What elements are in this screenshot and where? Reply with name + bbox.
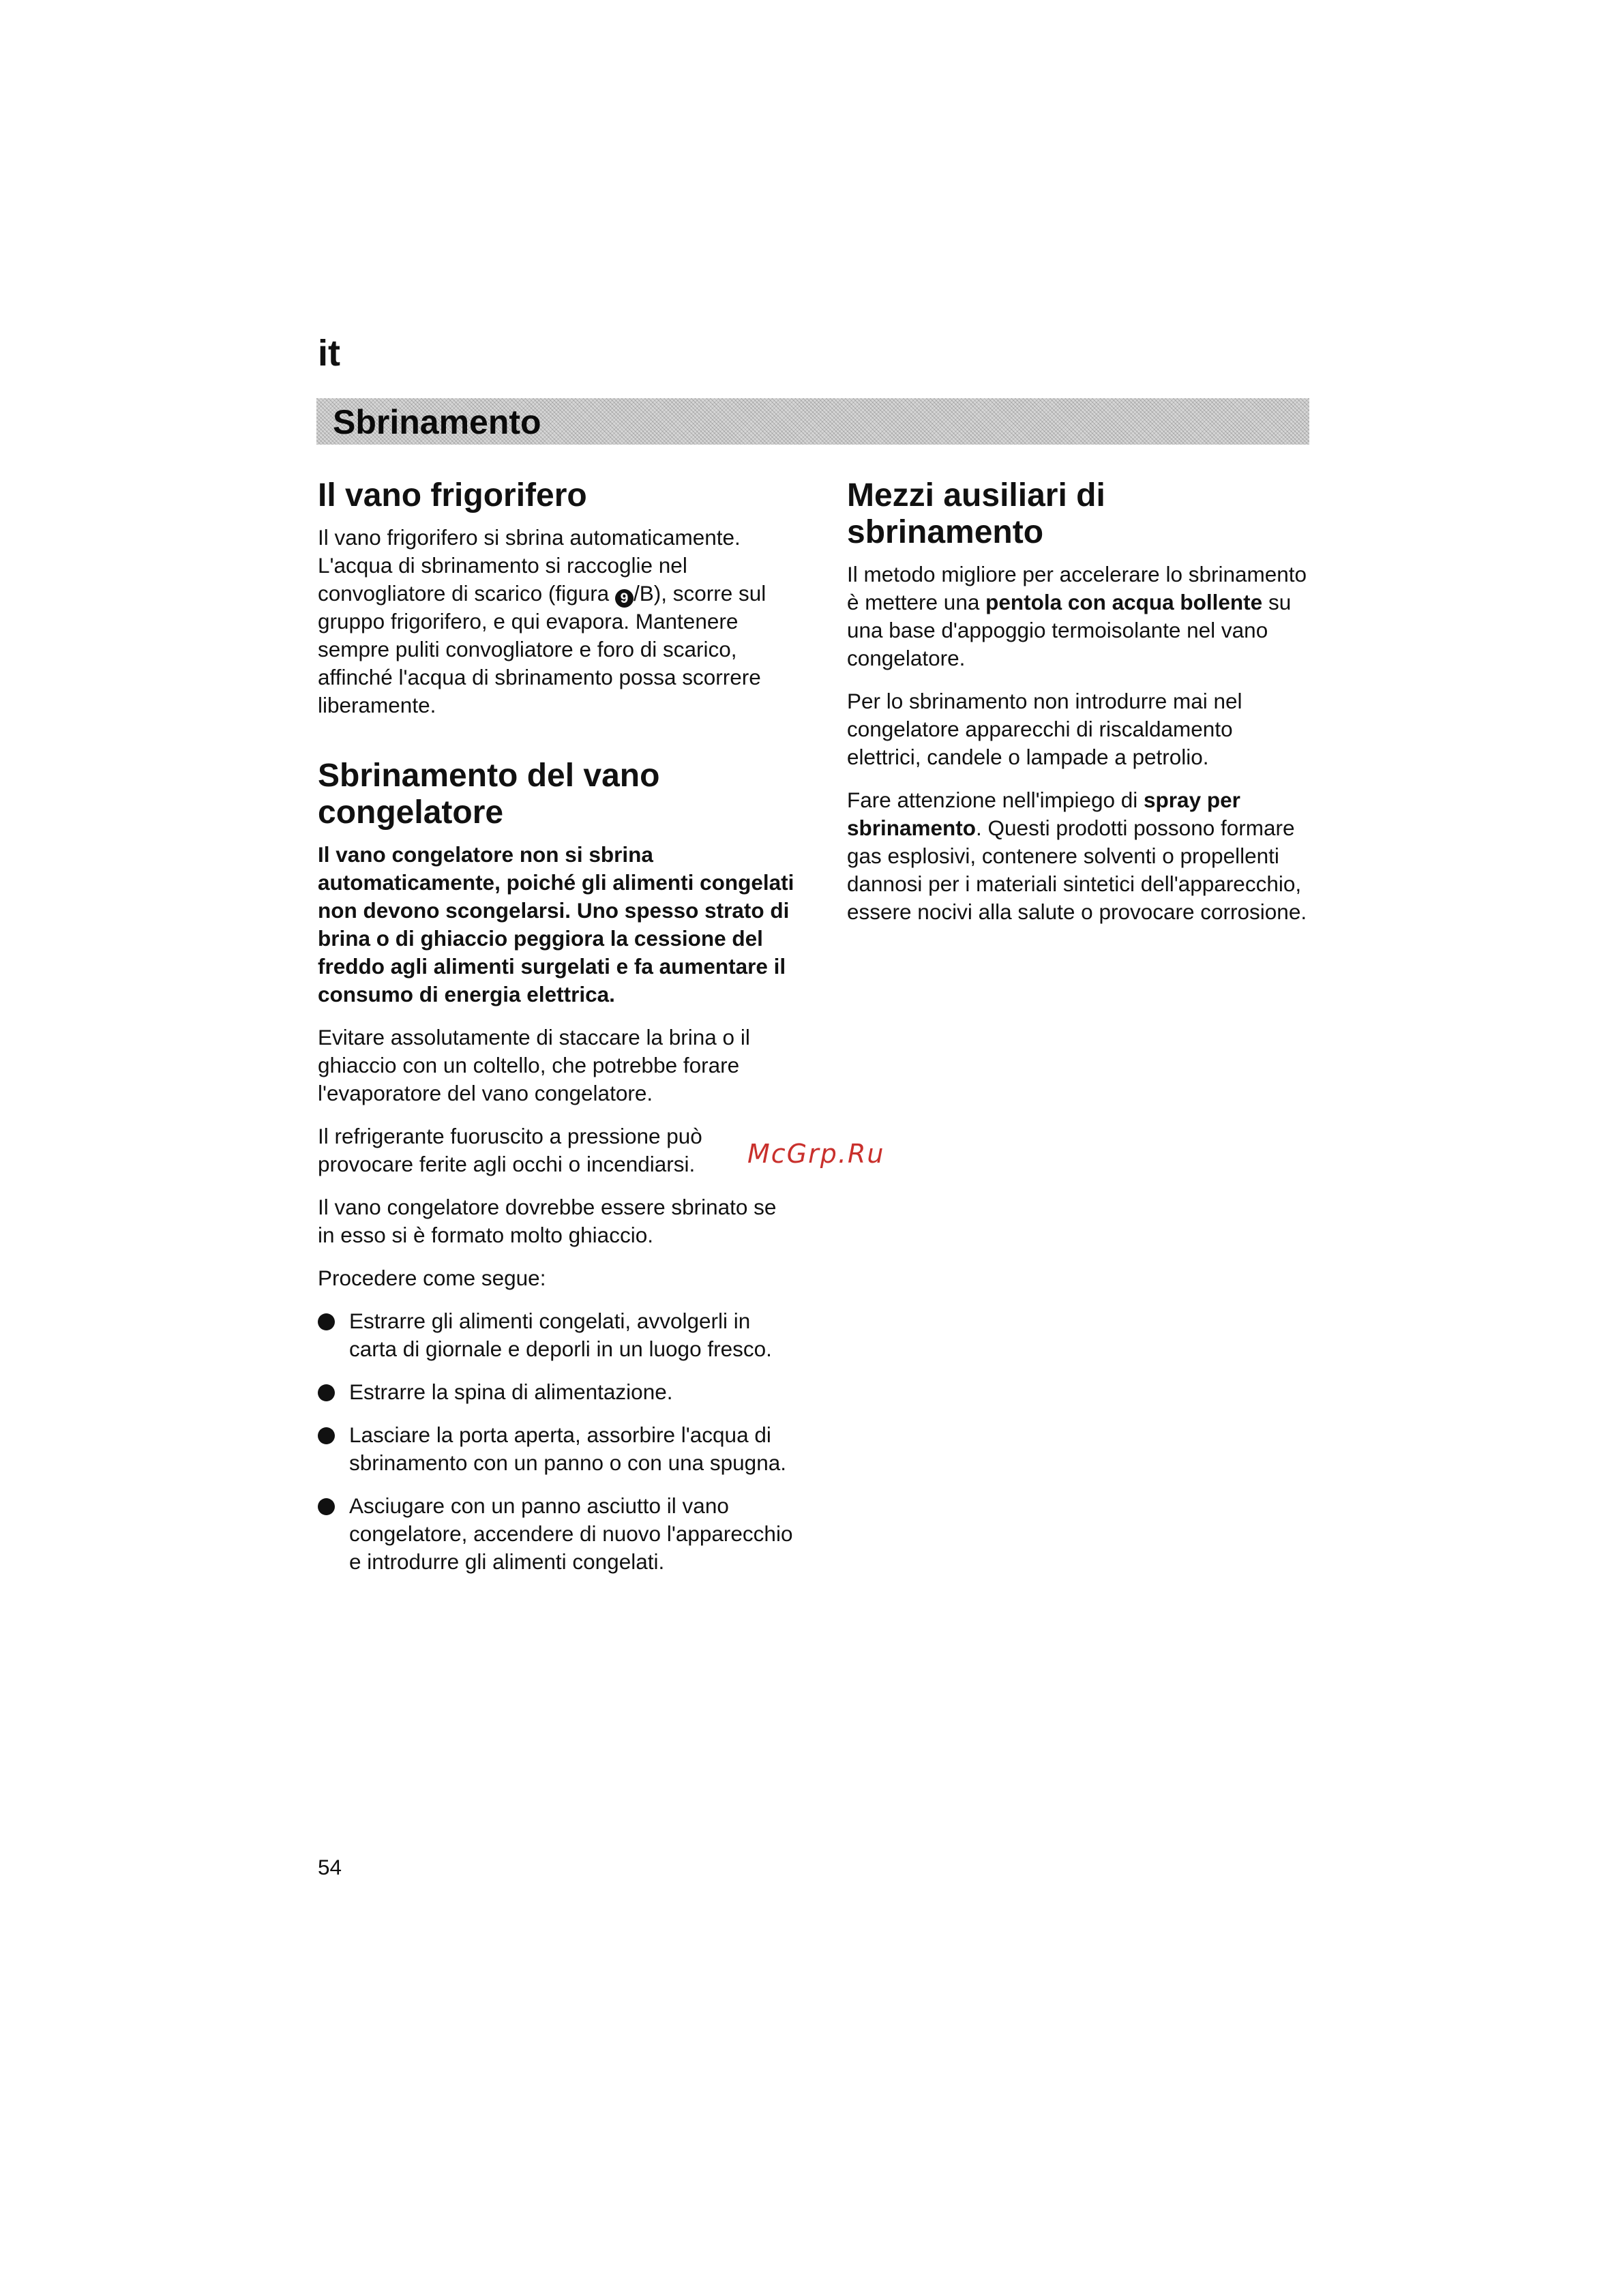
heading-defrost-aids: Mezzi ausiliari di sbrinamento: [847, 477, 1105, 550]
freezer-paragraph-3: Il vano congelatore dovrebbe essere sbrinato se in esso si è formato molto ghiaccio.: [318, 1195, 777, 1247]
step-text: Estrarre la spina di alimentazione.: [349, 1380, 673, 1404]
bullet-icon: [318, 1498, 335, 1515]
aids-paragraph-3: [847, 786, 1311, 926]
right-column: [847, 477, 1311, 926]
list-item: [318, 1492, 795, 1576]
page-number: 54: [318, 1855, 342, 1879]
step-text: Estrarre gli alimenti congelati, avvolgerli in carta di giornale e deporli in un luogo fresco.: [349, 1309, 772, 1361]
section-banner: [316, 398, 1309, 445]
watermark-text: McGrp.Ru: [747, 1139, 885, 1169]
aids-paragraph-2: Per lo sbrinamento non introdurre mai nel congelatore apparecchi di riscaldamento elettrici, candele o lampade a petrolio.: [847, 689, 1242, 769]
list-item: [318, 1307, 795, 1363]
step-text: Lasciare la porta aperta, assorbire l'acqua di sbrinamento con un panno o con una spugna.: [349, 1422, 786, 1475]
left-column: [318, 477, 795, 1591]
step-text: Asciugare con un panno asciutto il vano congelatore, accendere di nuovo l'apparecchio e introdurre gli alimenti congelati.: [349, 1493, 793, 1574]
freezer-paragraph-4: Procedere come segue:: [318, 1266, 546, 1290]
bullet-icon: [318, 1313, 335, 1330]
figure-number-badge: 9: [615, 589, 634, 608]
heading-fridge-compartment: Il vano frigorifero: [318, 477, 587, 513]
aids-bold-text: spray per sbrinamento: [847, 788, 1240, 840]
aids-text: Fare attenzione nell'impiego di: [847, 788, 1144, 812]
aids-text: . Questi prodotti possono formare gas esplosivi, contenere solventi o propellenti dannosi per i materiali sintetici dell'apparecchio, essere nocivi alla salute o provocare corrosione.: [847, 816, 1307, 924]
language-code: it: [318, 333, 340, 374]
aids-bold-text: pentola con acqua bollente: [985, 590, 1263, 614]
aids-paragraph-1: [847, 561, 1311, 672]
fridge-text-part-2: /B), scorre sul gruppo frigorifero, e qui evapora. Mantenere sempre puliti convogliatore e foro di scarico, affinché l'acqua di sbrinamento possa scorrere liberamente.: [318, 581, 766, 717]
freezer-paragraph-2: Il refrigerante fuoruscito a pressione può provocare ferite agli occhi o incendiarsi.: [318, 1124, 702, 1176]
banner-title: Sbrinamento: [333, 403, 541, 441]
aids-text: su una base d'appoggio termoisolante nel vano congelatore.: [847, 590, 1292, 670]
defrost-steps-list: [318, 1307, 795, 1576]
list-item: [318, 1378, 795, 1406]
freezer-bold-intro: Il vano congelatore non si sbrina automaticamente, poiché gli alimenti congelati non devono scongelarsi. Uno spesso strato di brina o di ghiaccio peggiora la cessione del freddo agli alimenti surgelati e fa aumentare il consumo di energia elettrica.: [318, 842, 794, 1007]
list-item: [318, 1421, 795, 1477]
freezer-paragraph-1: Evitare assolutamente di staccare la brina o il ghiaccio con un coltello, che potrebbe forare l'evaporatore del vano congelatore.: [318, 1025, 750, 1105]
aids-text: Il metodo migliore per accelerare lo sbrinamento è mettere una: [847, 562, 1307, 614]
bullet-icon: [318, 1427, 335, 1444]
bullet-icon: [318, 1384, 335, 1401]
heading-freezer-defrost: Sbrinamento del vano congelatore: [318, 758, 660, 831]
fridge-defrost-paragraph: [318, 524, 795, 719]
fridge-text-part-1: Il vano frigorifero si sbrina automaticamente. L'acqua di sbrinamento si raccoglie nel convogliatore di scarico (figura: [318, 525, 741, 606]
